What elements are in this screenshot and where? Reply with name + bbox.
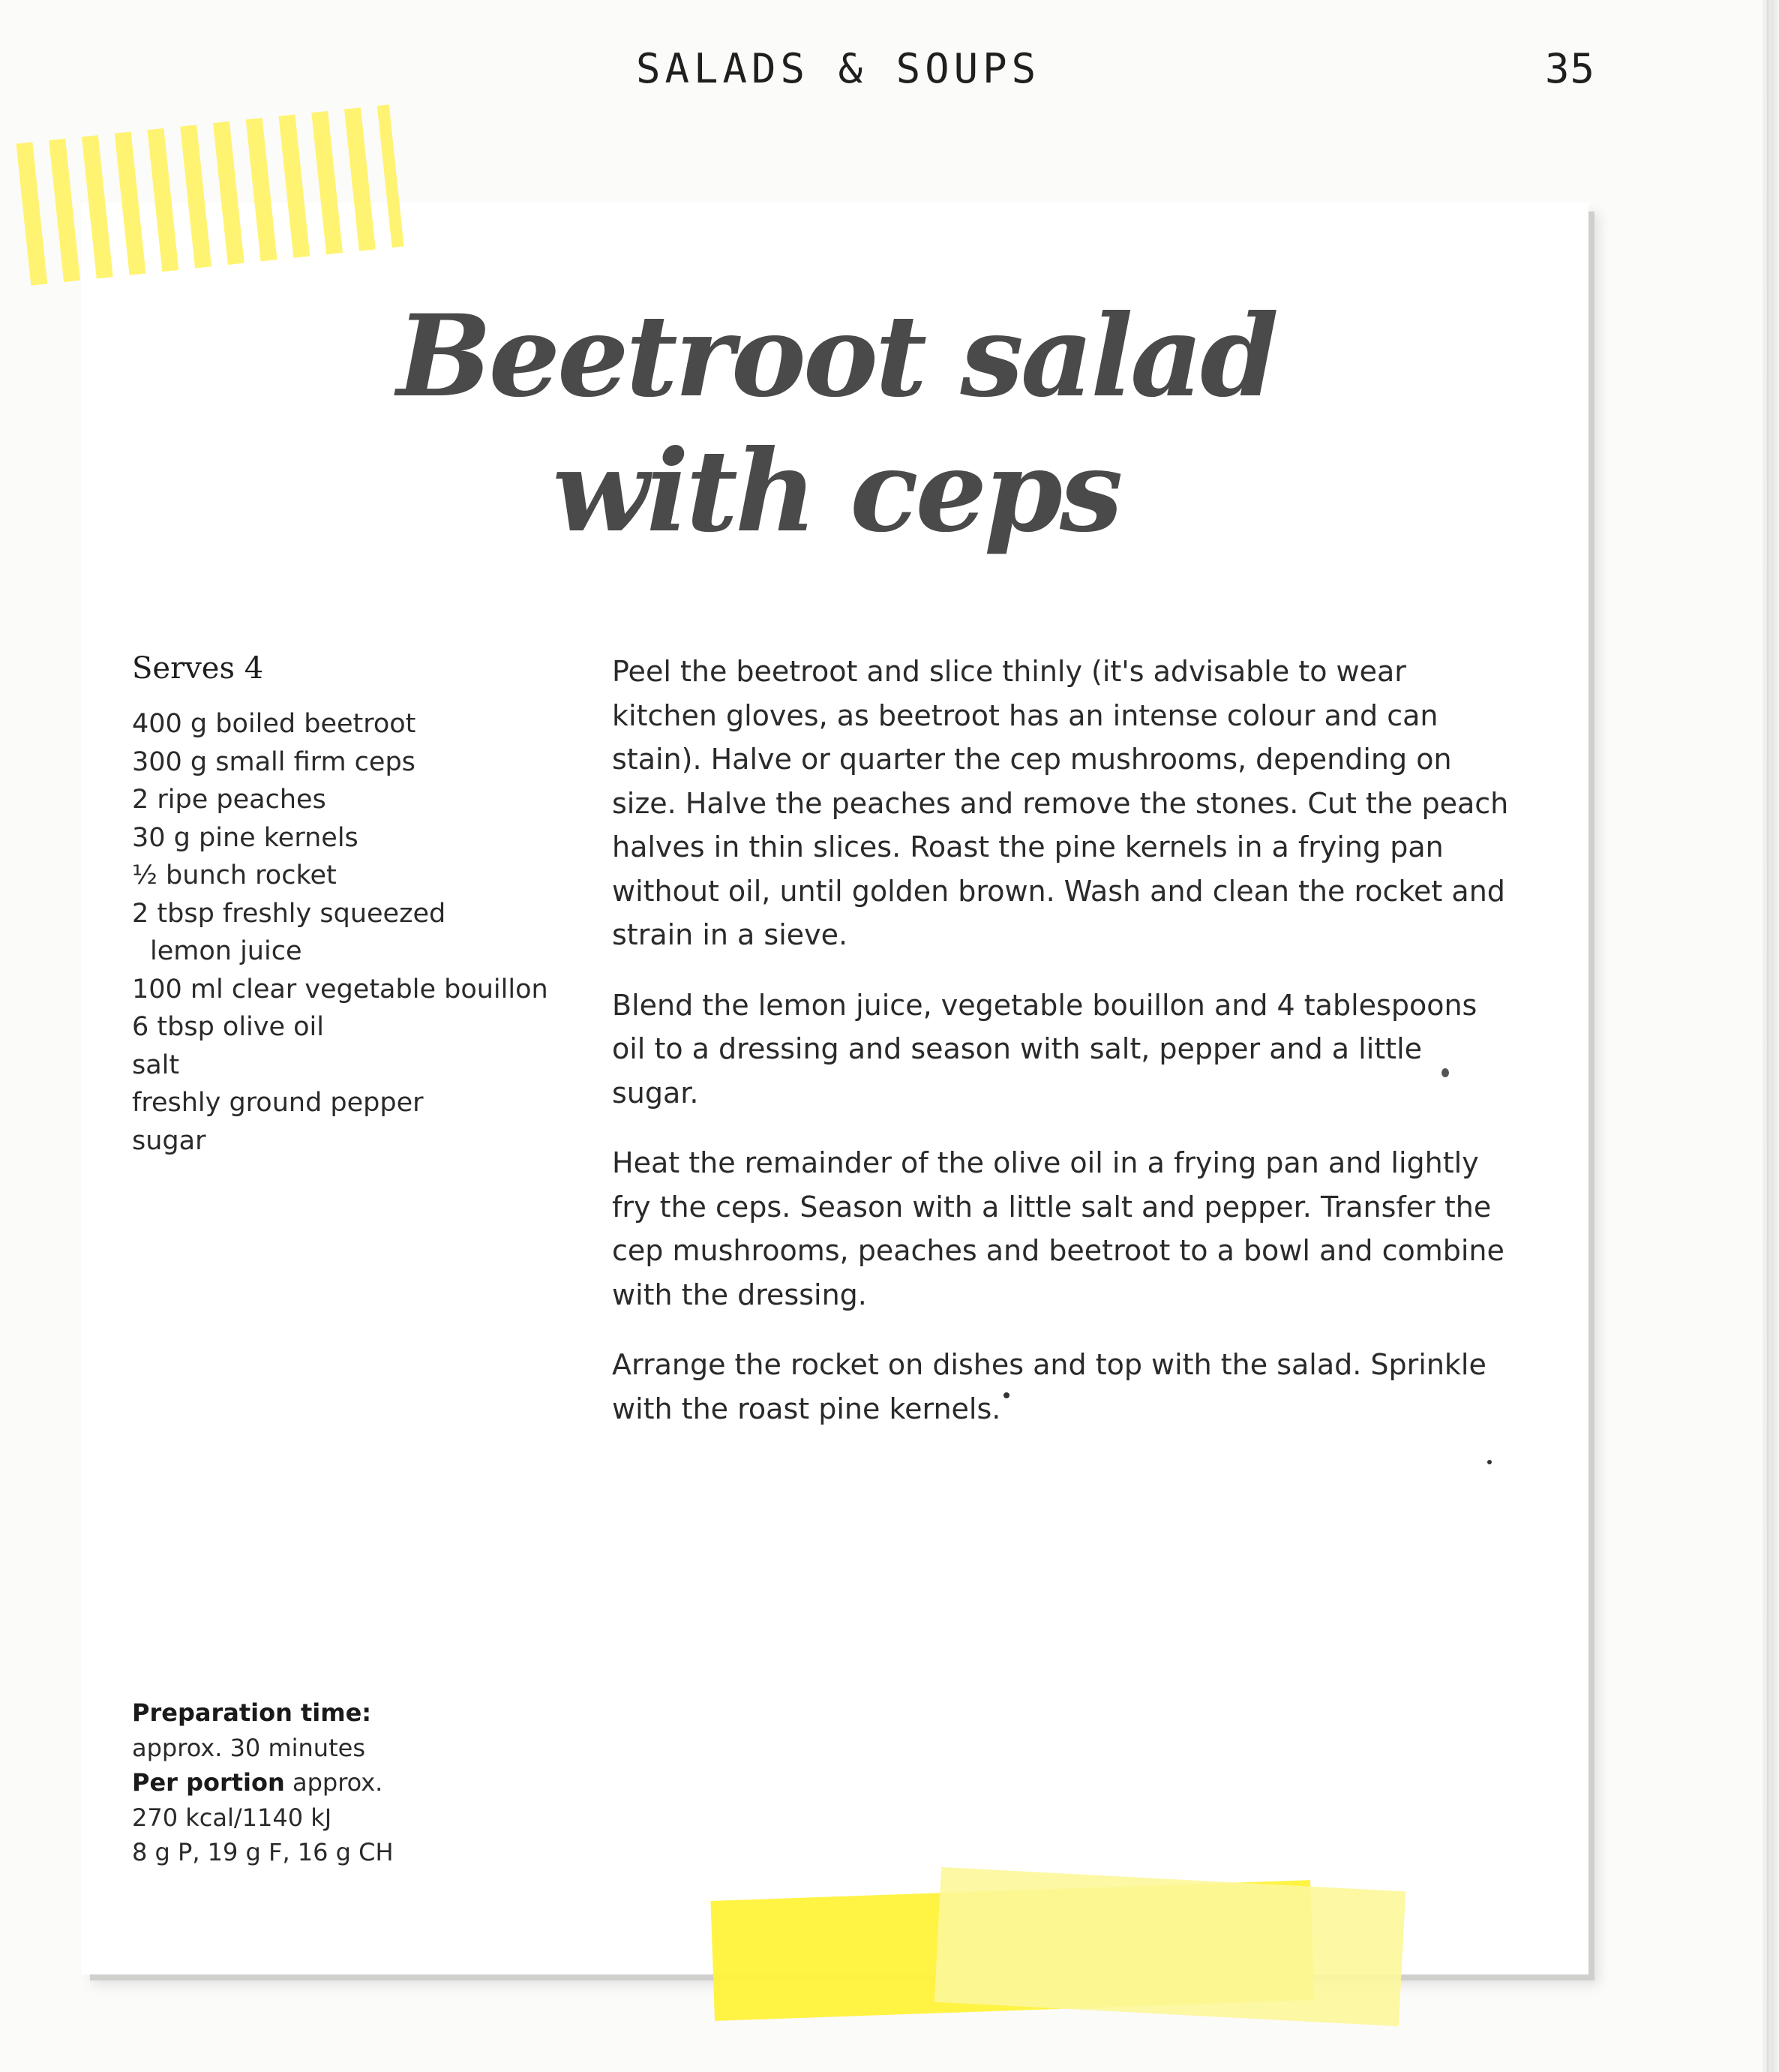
ingredient-item: salt bbox=[132, 1050, 180, 1080]
ink-speck bbox=[1487, 1460, 1492, 1464]
chapter-title: SALADS & SOUPS bbox=[636, 45, 1041, 92]
prep-time-label: Preparation time: bbox=[132, 1698, 372, 1727]
ingredient-item: 400 g boiled beetroot bbox=[132, 709, 416, 739]
method-paragraph: Arrange the rocket on dishes and top with the salad. Sprinkle with the roast pine kernels. bbox=[612, 1348, 1486, 1425]
serves-label: Serves 4 bbox=[132, 651, 264, 686]
ingredient-item: sugar bbox=[132, 1125, 206, 1156]
per-portion-label: Per portion bbox=[132, 1768, 285, 1797]
recipe-title-line-2: with ceps bbox=[552, 425, 1120, 557]
recipe-title bbox=[0, 289, 1672, 559]
ingredient-list bbox=[132, 705, 552, 1160]
ingredient-item: 30 g pine kernels bbox=[132, 822, 358, 853]
ink-speck bbox=[1004, 1392, 1010, 1398]
method-paragraph: Blend the lemon juice, vegetable bouillon and 4 tablespoons oil to a dressing and season with salt, pepper and a little sugar. bbox=[612, 988, 1478, 1110]
nutrition-info bbox=[132, 1695, 394, 1870]
ingredient-item: freshly ground pepper bbox=[132, 1088, 424, 1118]
prep-time-value: approx. 30 minutes bbox=[132, 1733, 365, 1762]
pale-tape-decoration bbox=[934, 1867, 1406, 2026]
macros-value: 8 g P, 19 g F, 16 g CH bbox=[132, 1838, 394, 1866]
method-text bbox=[612, 650, 1512, 1457]
recipe-title-line-1: Beetroot salad bbox=[396, 290, 1276, 422]
energy-value: 270 kcal/1140 kJ bbox=[132, 1803, 332, 1832]
method-paragraph: Peel the beetroot and slice thinly (it's advisable to wear kitchen gloves, as beetroot has an intense colour and can stain). Halve or quarter the cep mushrooms, depending on size. Halve the peaches and remove the stones. Cut the peach halves in thin slices. Roast the pine kernels in a frying pan without oil, until golden brown. Wash and clean the rocket and strain in a sieve. bbox=[612, 655, 1509, 951]
ingredient-item: 6 tbsp olive oil bbox=[132, 1012, 325, 1042]
ingredient-item: 2 tbsp freshly squeezed bbox=[132, 898, 446, 929]
page-number: 35 bbox=[1545, 45, 1596, 92]
ingredient-item: ½ bunch rocket bbox=[132, 860, 337, 890]
ingredient-item: 100 ml clear vegetable bouillon bbox=[132, 974, 548, 1004]
page-edge bbox=[1762, 0, 1779, 2072]
ingredient-item-continued: lemon juice bbox=[150, 936, 302, 966]
method-paragraph: Heat the remainder of the olive oil in a frying pan and lightly fry the ceps. Season with a little salt and pepper. Transfer the cep mushrooms, peaches and beetroot to a bowl and combine with the dressing. bbox=[612, 1146, 1504, 1311]
ingredient-item: 2 ripe peaches bbox=[132, 785, 326, 815]
ingredient-item: 300 g small firm ceps bbox=[132, 746, 416, 777]
ink-speck bbox=[1442, 1068, 1449, 1077]
per-portion-value: approx. bbox=[284, 1768, 383, 1797]
